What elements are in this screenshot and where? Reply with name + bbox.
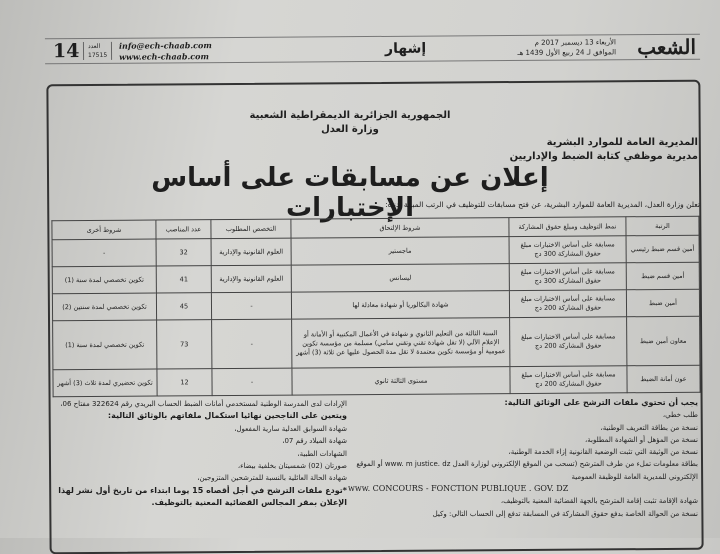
cell: تكوين تحضيري لمدة ثلاث (3) أشهر xyxy=(53,369,157,397)
cell: العلوم القانونية والإدارية xyxy=(211,238,291,266)
cell: العلوم القانونية والإدارية xyxy=(211,265,291,293)
final-heading: ويتعين على الناجحين نهائيا استكمال ملفاتهم بالوثائق التالية: xyxy=(107,411,347,421)
email: info@ech-chaab.com xyxy=(118,40,212,51)
cell: السنة الثالثة من التعليم الثانوي و شهادة في الأعمال المكتبية أو الأمانة أو الإعلام الآلي (لا تقل شهادة تقني وتقني سامي) مسلمة من مؤسسة تكوين عمومية أو مؤسسة تكوين معتمدة لا تقل مدة الحصول عليها عن ثلاثة (3) أشهر xyxy=(292,318,510,369)
issue-number xyxy=(83,42,112,60)
document-item: نسخة من الوثيقة التي تثبت الوضعية القانونية إزاء الخدمة الوطنية، xyxy=(508,448,698,457)
deadline-note: *تودع ملفات الترشح في أجل أقصاه 15 يوما ابتداء من تاريخ أول نشر لهذا الإعلان بمقر المجالس القضائية المعنية بالتوظيف. xyxy=(58,485,347,508)
cell: شهادة البكالوريا أو شهادة معادلة لها xyxy=(291,291,509,320)
issue-label: العدد xyxy=(87,42,101,50)
cell: ماجستير xyxy=(291,237,509,266)
newspaper-header xyxy=(45,34,700,65)
cell: تكوين تخصصي لمدة سنتين (2) xyxy=(52,293,156,321)
positions-table xyxy=(51,216,700,398)
cell: مسابقة على أساس الاختبارات مبلغ حقوق المشاركة 300 دج xyxy=(509,236,626,264)
cell: تكوين تخصصي لمدة سنة (1) xyxy=(52,266,156,294)
header-count: عدد المناصب xyxy=(156,220,211,239)
header-rank: الرتبة xyxy=(626,216,699,236)
cell: - xyxy=(211,292,291,320)
required-documents xyxy=(348,397,698,520)
cell: مستوى الثالثة ثانوي xyxy=(292,367,510,396)
issue-date xyxy=(517,37,616,58)
cell: عون أمانة الضبط xyxy=(627,365,700,393)
cell: مسابقة على أساس الاختبارات مبلغ حقوق المشاركة 200 دج xyxy=(510,317,627,367)
account-info: الإرادات لدى المدرسة الوطنية لمستخدمي أمانات الضبط الحساب البريدي رقم 322624 مفتاح 06، xyxy=(60,400,347,408)
final-item: شهادة الميلاد رقم 07، xyxy=(282,437,347,446)
announcement-title: إعلان عن مسابقات على أساس الإختبارات xyxy=(151,163,549,223)
table-row xyxy=(53,316,700,370)
header-conditions: شروط الإلتحاق xyxy=(291,218,509,239)
document-item-url: www. CONCOURS - FONCTION PUBLIQUE . GOV. DZ xyxy=(348,484,569,494)
hijri-date: الموافق لـ 24 ربيع الأول 1439 هـ xyxy=(517,48,617,57)
cell: مسابقة على أساس الاختبارات مبلغ حقوق المشاركة 300 دج xyxy=(509,263,626,291)
gregorian-date: الأربعاء 13 ديسمبر 2017 م xyxy=(534,38,616,47)
newspaper-logo: الشعب xyxy=(637,34,697,60)
document-item: نسخة من الحوالة الخاصة بدفع حقوق المشاركة في المسابقة تدفع إلى الحساب التالي: وكيل xyxy=(432,509,698,518)
header-mode: نمط التوظيف ومبلغ حقوق المشاركة xyxy=(509,217,626,237)
cell: 41 xyxy=(156,266,211,293)
issue-value: 17515 xyxy=(88,51,108,59)
final-item: شهادة الحالة العائلية بالنسبة للمترشحين المتزوجين، xyxy=(197,474,347,483)
header-other: شروط أخرى xyxy=(52,220,156,240)
cell: 45 xyxy=(156,293,211,320)
final-item: الشهادات الطبية، xyxy=(297,449,347,458)
directorate-heading: المديرية العامة للموارد البشرية xyxy=(546,137,698,148)
announcement-intro: تعلن وزارة العدل، المديرية العامة للموارد البشرية، عن فتح مسابقات للتوظيف في الرتب المبينة أدناه: xyxy=(385,200,700,209)
table-row xyxy=(53,365,700,397)
cell: ليسانس xyxy=(291,264,509,293)
cell: 73 xyxy=(157,320,212,369)
document-item: بطاقة معلومات تملء من طرف المترشح (تسحب من الموقع الإلكتروني لوزارة العدل www. m justice. dz أو الموقع الإلكتروني للمديرية العامة للوظيفة العمومية xyxy=(356,460,698,481)
website: www.ech-chaab.com xyxy=(119,51,209,62)
document-item: نسخة من المؤهل أو الشهادة المطلوبة، xyxy=(585,435,698,444)
cell: 12 xyxy=(157,369,212,396)
page-number: 14 xyxy=(52,40,80,63)
final-item: شهادة السوابق العدلية سارية المفعول، xyxy=(234,424,347,433)
cell: معاون أمين ضبط xyxy=(627,316,700,366)
cell: أمين قسم ضبط xyxy=(626,262,699,290)
cell: أمين ضبط xyxy=(626,289,699,317)
document-item: شهادة الإقامة تثبت إقامة المترشح بالجهة القضائية المعنية بالتوظيف، xyxy=(500,497,698,506)
cell: - xyxy=(212,319,292,369)
cell: - xyxy=(52,239,156,267)
final-item: صورتان (02) شمسيتان بخلفية بيضاء، xyxy=(237,462,347,471)
final-documents xyxy=(55,398,347,510)
section-title: إشهار xyxy=(384,40,427,57)
cell: أمين قسم ضبط رئيسي xyxy=(626,235,699,263)
header-specialty: التخصص المطلوب xyxy=(211,219,291,239)
cell: مسابقة على أساس الاختبارات مبلغ حقوق المشاركة 200 دج xyxy=(510,366,627,394)
cell: مسابقة على أساس الاختبارات مبلغ حقوق المشاركة 200 دج xyxy=(509,290,626,318)
sub-directorate-heading: مديرية موظفي كتابة الضبط والإداريين xyxy=(509,151,698,162)
republic-heading: الجمهورية الجزائرية الديمقراطية الشعبية xyxy=(249,110,451,121)
cell: تكوين تخصصي لمدة سنة (1) xyxy=(53,320,157,370)
cell: - xyxy=(212,368,292,396)
contact-info xyxy=(119,40,212,63)
documents-heading: يجب أن تحتوي ملفات الترشح على الوثائق التالية: xyxy=(504,398,698,407)
ministry-heading: وزارة العدل xyxy=(321,124,379,135)
document-item: نسخة من بطاقة التعريف الوطنية، xyxy=(600,423,698,432)
document-item: طلب خطي، xyxy=(662,411,698,420)
cell: 32 xyxy=(156,239,211,266)
